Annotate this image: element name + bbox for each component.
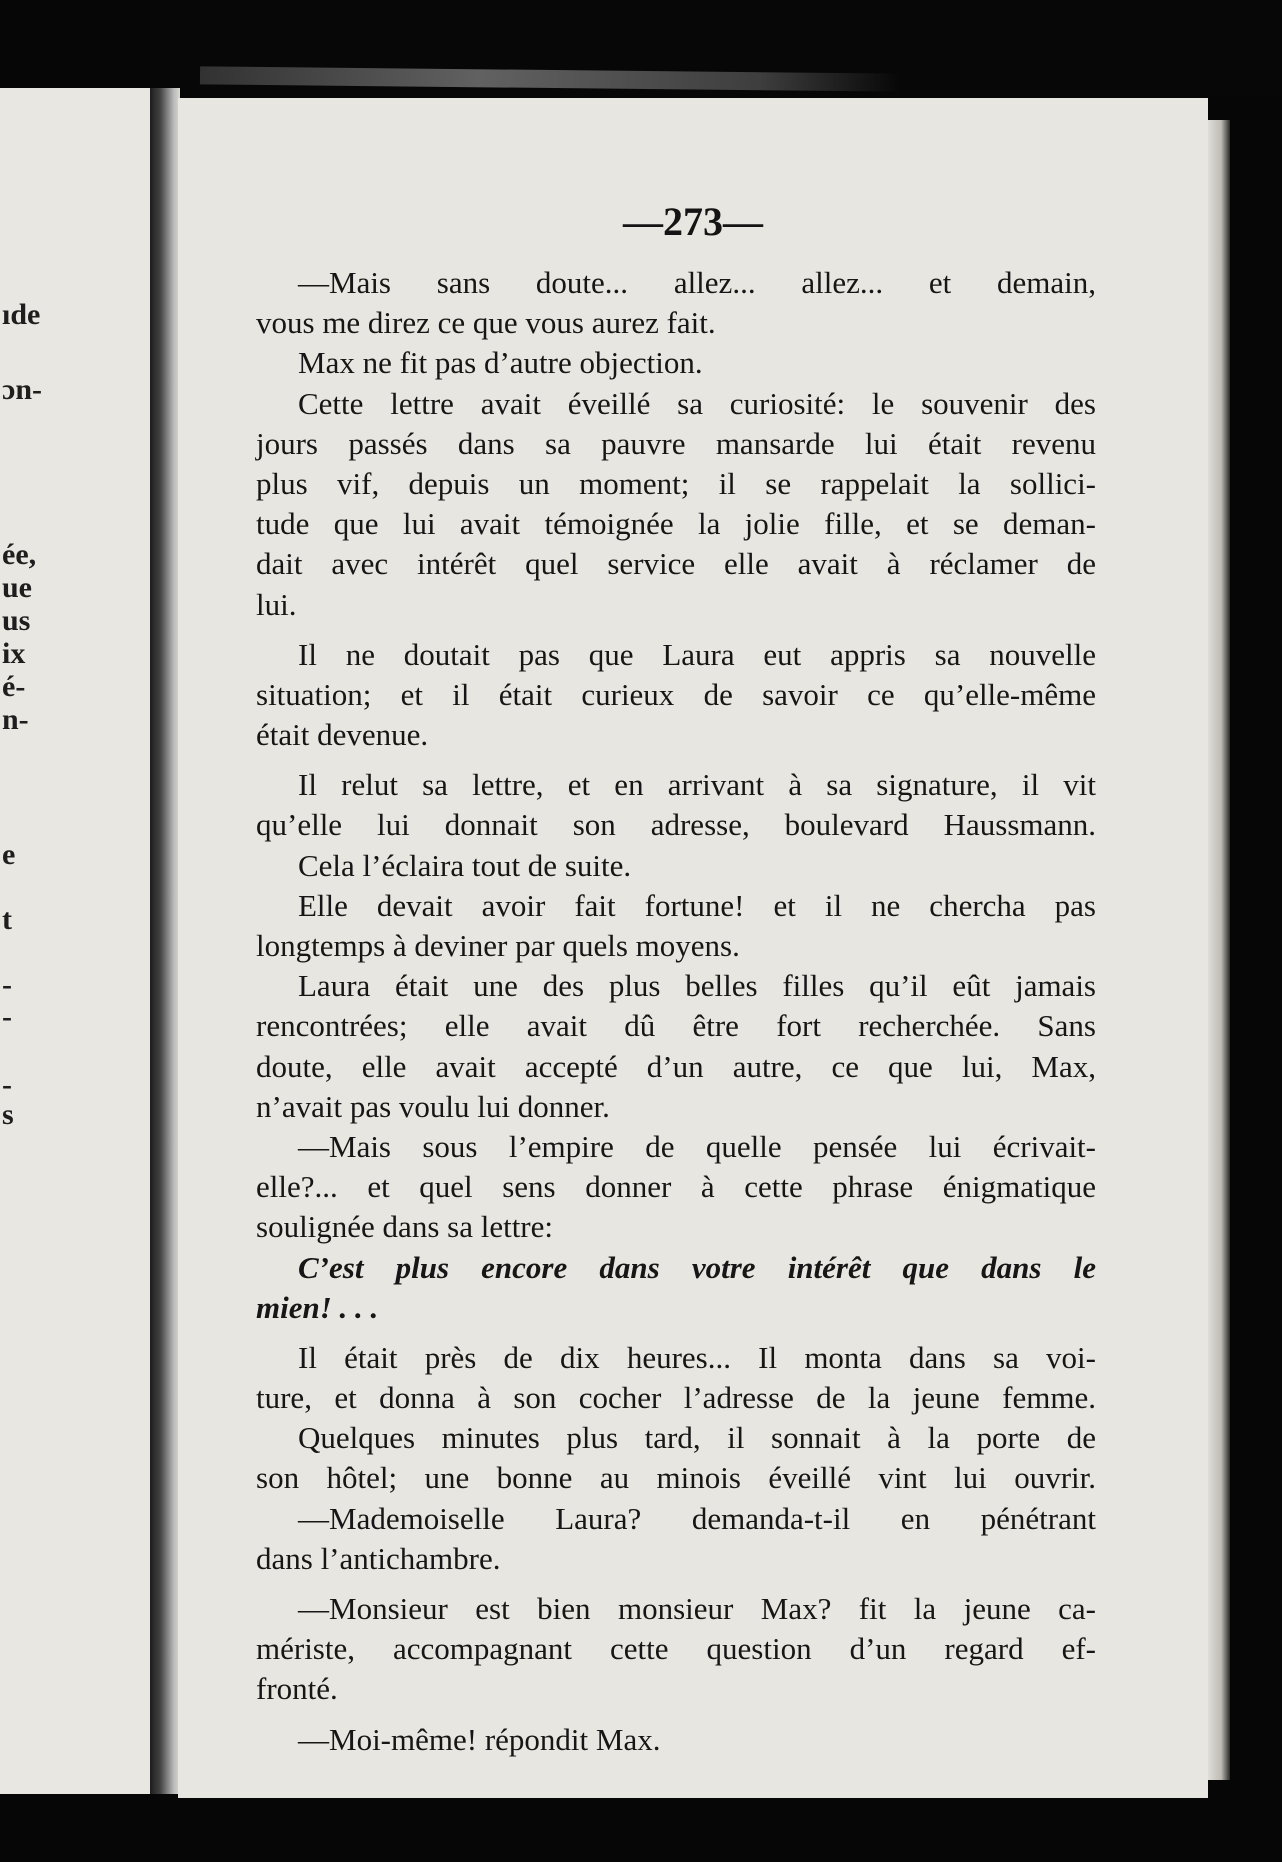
text-line: longtemps à deviner par quels moyens. <box>256 928 740 963</box>
paragraph-gap <box>256 755 1096 765</box>
text-line: situation; et il était curieux de savoir ce qu’elle-même <box>256 676 1096 712</box>
text-line: rencontrées; elle avait dû être fort recherchée. Sans <box>256 1008 1096 1044</box>
left-page-fragment: - <box>2 1068 12 1101</box>
book-page <box>178 98 1208 1798</box>
left-page-fragment: ɔn- <box>2 373 42 406</box>
text-line: qu’elle lui donnait son adresse, boulevard Haussmann. <box>256 807 1096 843</box>
left-page-fragment: é- <box>2 670 26 703</box>
text-line: jours passés dans sa pauvre mansarde lui était revenu <box>256 425 1096 461</box>
text-line: Quelques minutes plus tard, il sonnait à la porte de <box>298 1420 1096 1456</box>
text-line: Elle devait avoir fait fortune! et il ne chercha pas <box>298 887 1096 923</box>
left-page-fragment: - <box>2 1000 12 1033</box>
text-line: Max ne fit pas d’autre objection. <box>298 345 703 381</box>
left-page-fragment: - <box>2 968 12 1001</box>
text-line: vous me direz ce que vous aurez fait. <box>256 305 716 341</box>
book-gutter <box>150 88 180 1794</box>
text-line: dait avec intérêt quel service elle avait à réclamer de <box>256 546 1096 582</box>
left-page-fragment: ue <box>2 571 32 604</box>
text-line: doute, elle avait accepté d’un autre, ce que lui, Max, <box>256 1048 1096 1084</box>
text-line: —Mademoiselle Laura? demanda-t-il en pénétrant <box>298 1500 1096 1536</box>
text-line: C’est plus encore dans votre intérêt que dans le <box>298 1249 1096 1285</box>
paragraph-gap <box>256 1328 1096 1338</box>
text-line: fronté. <box>256 1671 338 1707</box>
text-line: lui. <box>256 586 297 622</box>
text-line: tude que lui avait témoignée la jolie fille, et se deman- <box>256 506 1096 542</box>
paragraph-gap <box>256 625 1096 635</box>
text-line: —Mais sous l’empire de quelle pensée lui écrivait- <box>298 1128 1096 1164</box>
left-page-fragment: us <box>2 604 31 637</box>
text-line: soulignée dans sa lettre: <box>256 1209 553 1245</box>
left-page-fragment: ix <box>2 637 26 670</box>
text-line: Laura était une des plus belles filles qu’il eût jamais <box>298 968 1096 1004</box>
text-line: n’avait pas voulu lui donner. <box>256 1088 610 1124</box>
text-line: mien! . . . <box>256 1289 379 1325</box>
page-text <box>256 263 1096 1760</box>
text-line: était devenue. <box>256 717 429 753</box>
text-line: elle?... et quel sens donner à cette phrase énigmatique <box>256 1169 1096 1205</box>
left-page-fragment: n- <box>2 703 29 736</box>
left-page-fragment: ée, <box>2 538 37 571</box>
text-line: Il ne doutait pas que Laura eut appris sa nouvelle <box>298 636 1096 672</box>
left-page-edge <box>0 88 156 1794</box>
paragraph-gap <box>256 1710 1096 1720</box>
paragraph-gap <box>256 1579 1096 1589</box>
text-line: Cela l’éclaira tout de suite. <box>298 847 632 883</box>
left-page-fragment: t <box>2 903 12 936</box>
text-line: son hôtel; une bonne au minois éveillé vint lui ouvrir. <box>256 1460 1096 1496</box>
text-line: ture, et donna à son cocher l’adresse de la jeune femme. <box>256 1380 1096 1416</box>
left-page-fragment: e <box>2 838 16 871</box>
text-line: plus vif, depuis un moment; il se rappelait la sollici- <box>256 465 1096 501</box>
page-right-edge <box>1208 120 1230 1780</box>
text-line: dans l’antichambre. <box>256 1540 501 1576</box>
page-number: —273— <box>623 199 763 244</box>
text-line: —Mais sans doute... allez... allez... et demain, <box>298 265 1096 300</box>
text-line: Cette lettre avait éveillé sa curiosité: le souvenir des <box>298 385 1096 421</box>
text-line: —Monsieur est bien monsieur Max? fit la jeune ca- <box>298 1591 1096 1626</box>
text-line: Il était près de dix heures... Il monta dans sa voi- <box>298 1339 1096 1375</box>
text-line: Il relut sa lettre, et en arrivant à sa signature, il vit <box>298 767 1096 803</box>
text-line: —Moi-même! répondit Max. <box>298 1721 661 1757</box>
left-page-fragment: ıde <box>2 298 41 331</box>
left-page-fragment: s <box>2 1098 14 1131</box>
text-line: mériste, accompagnant cette question d’un regard ef- <box>256 1631 1096 1667</box>
